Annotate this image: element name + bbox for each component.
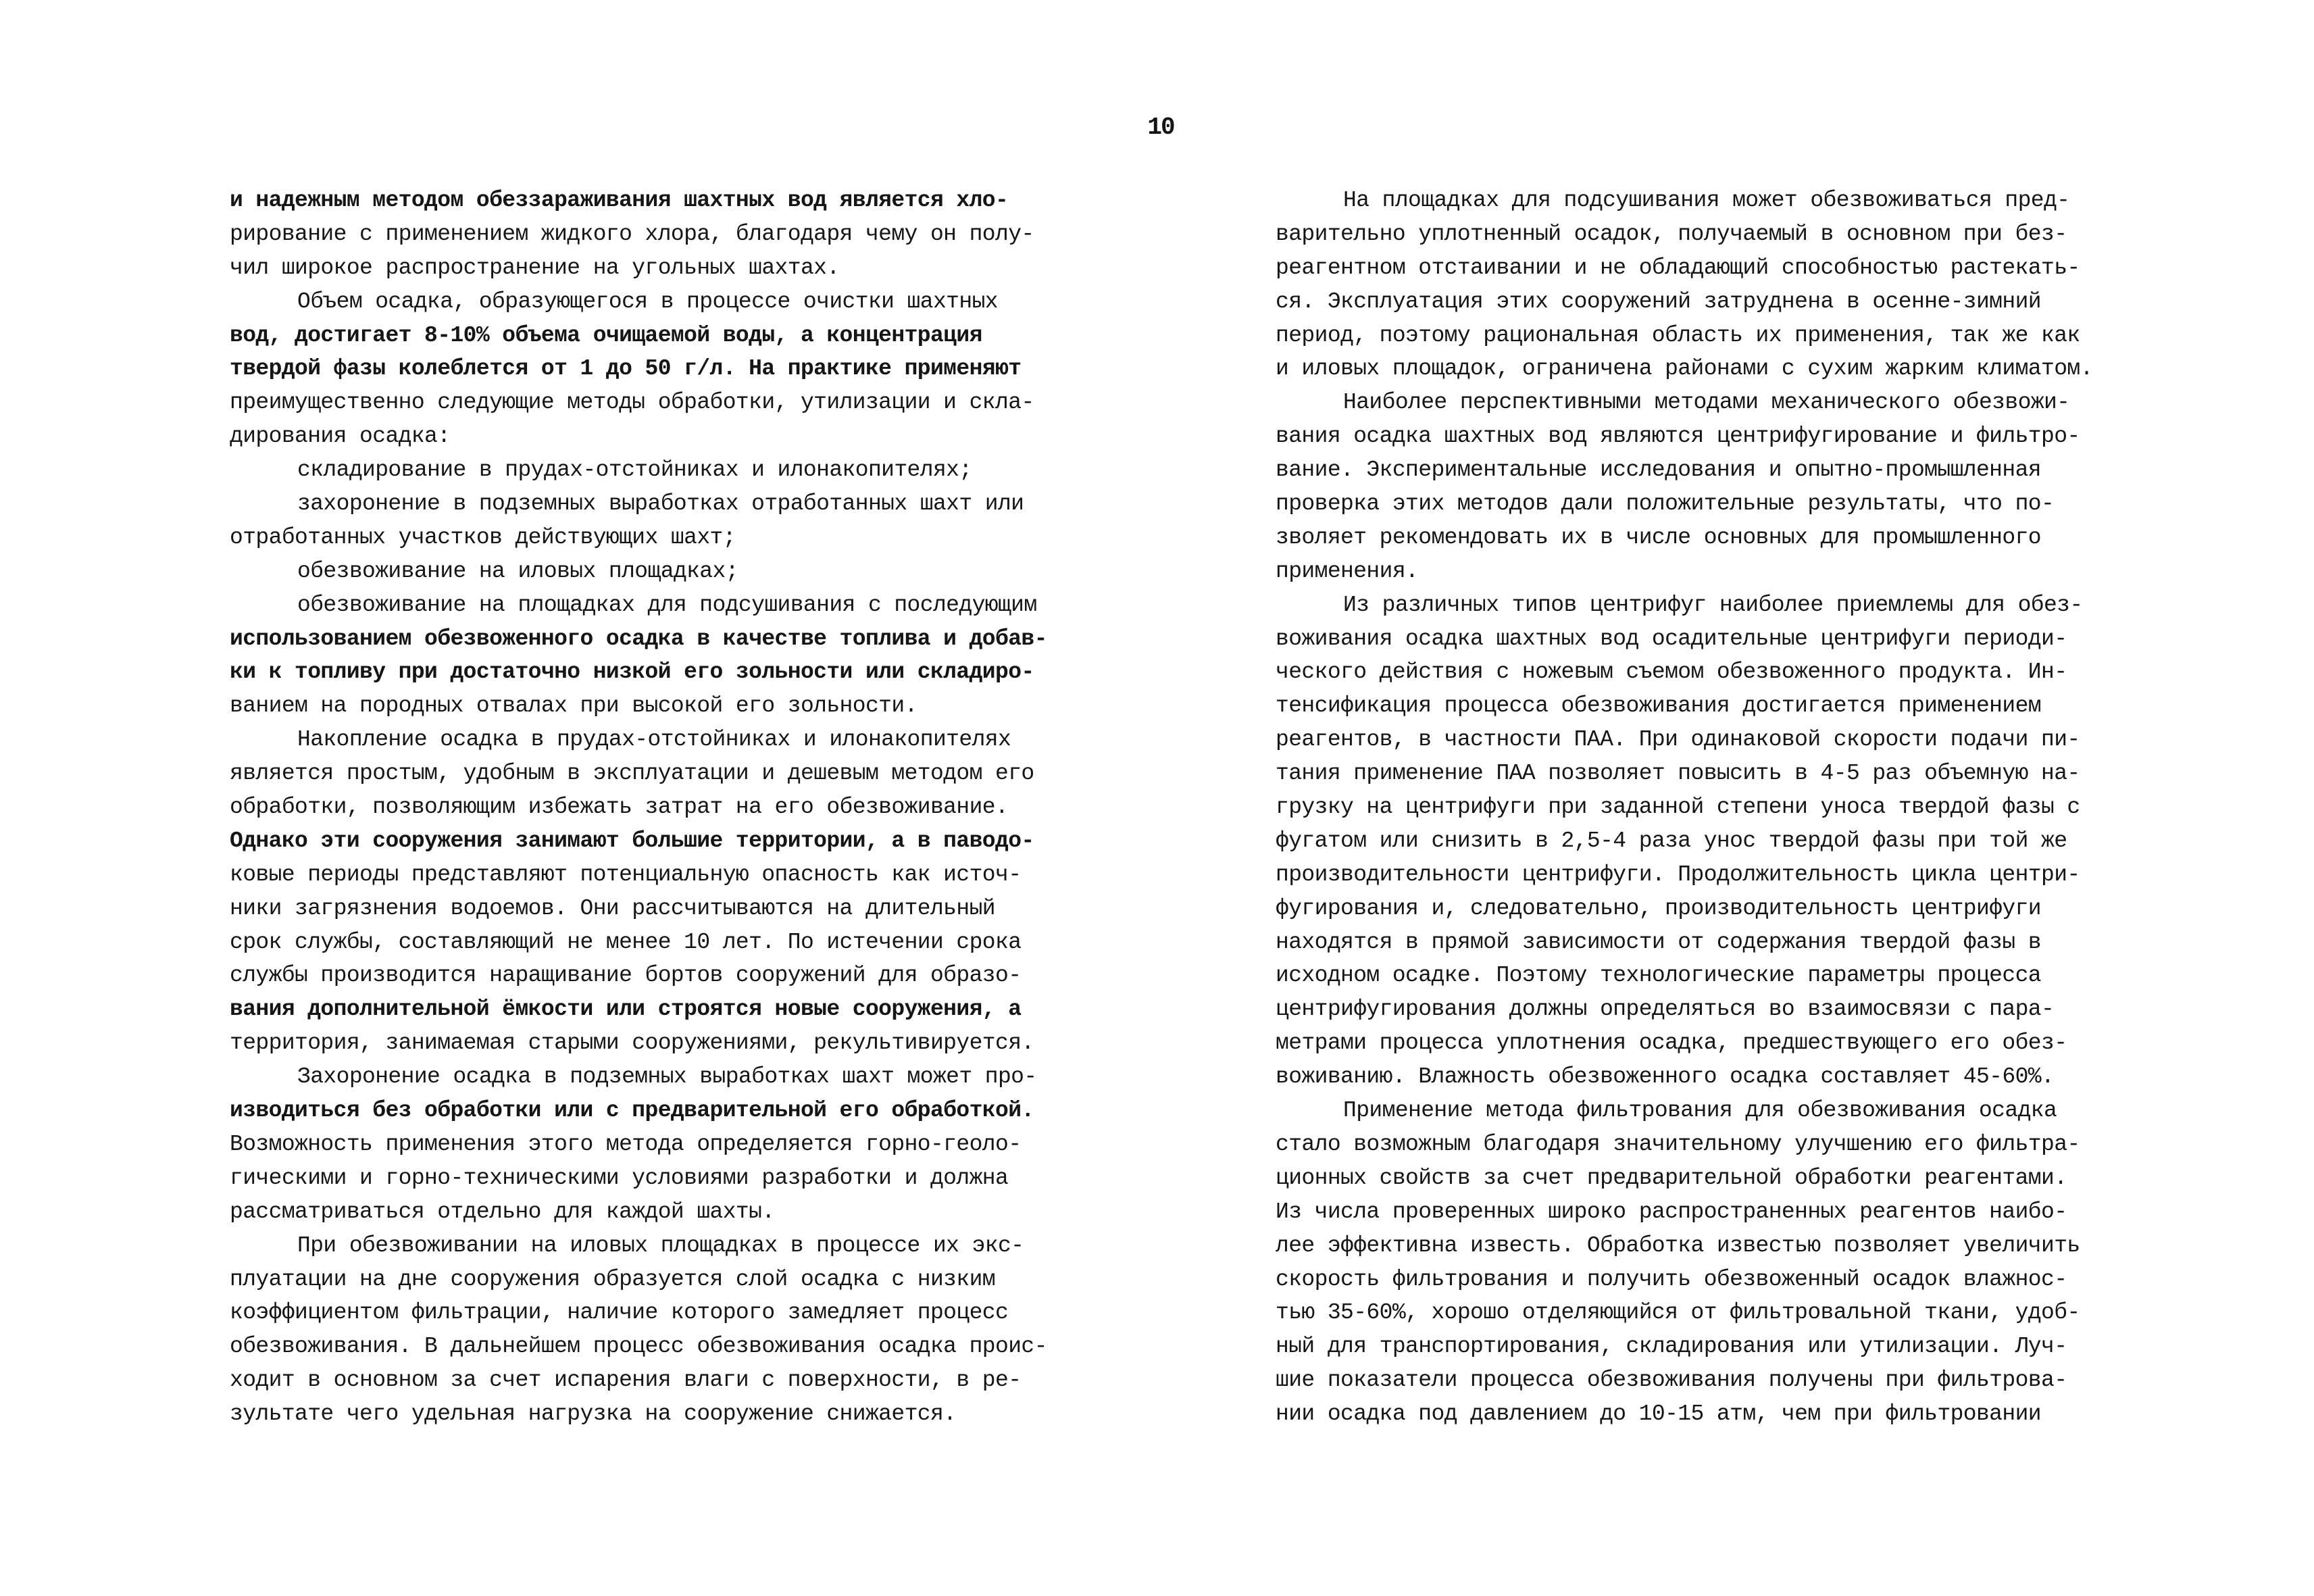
- text-line: обработки, позволяющим избежать затрат на его обезвоживание.: [230, 795, 1009, 820]
- text-line: обезвоживание на иловых площадках;: [297, 558, 738, 584]
- text-line: ванием на породных отвалах при высокой его зольности.: [230, 693, 917, 719]
- text-line: метрами процесса уплотнения осадка, предшествующего его обез-: [1276, 1030, 2067, 1056]
- text-line: лее эффективна известь. Обработка известью позволяет увеличить: [1276, 1232, 2080, 1258]
- text-line: тью 35-60%, хорошо отделяющийся от фильтровальной ткани, удоб-: [1276, 1300, 2080, 1326]
- text-line: тенсификация процесса обезвоживания достигается применением: [1276, 693, 2041, 719]
- text-line: Однако эти сооружения занимают большие территории, а в паводо-: [230, 828, 1034, 853]
- text-line: Применение метода фильтрования для обезвоживания осадка: [1343, 1098, 2057, 1124]
- text-line: проверка этих методов дали положительные результаты, что по-: [1276, 491, 2055, 517]
- text-line: дирования осадка:: [230, 424, 451, 449]
- text-line: тания применение ПАА позволяет повысить в 4-5 раз объемную на-: [1276, 761, 2080, 787]
- text-line: зультате чего удельная нагрузка на сооружение снижается.: [230, 1401, 957, 1427]
- text-line: период, поэтому рациональная область их применения, так же как: [1276, 322, 2080, 348]
- text-line: отработанных участков действующих шахт;: [230, 524, 736, 550]
- text-line: Объем осадка, образующегося в процессе очистки шахтных: [297, 289, 998, 314]
- text-line: вания осадка шахтных вод являются центрифугирование и фильтро-: [1276, 424, 2080, 449]
- text-line: и иловых площадок, ограничена районами с сухим жарким климатом.: [1276, 356, 2093, 382]
- text-line: срок службы, составляющий не менее 10 лет. По истечении срока: [230, 929, 1022, 955]
- text-line: Накопление осадка в прудах-отстойниках и илонакопителях: [297, 727, 1011, 753]
- text-line: ческого действия с ножевым съемом обезвоженного продукта. Ин-: [1276, 659, 2067, 685]
- text-line: ционных свойств за счет предварительной обработки реагентами.: [1276, 1165, 2067, 1191]
- text-line: воживания осадка шахтных вод осадительные центрифуги периоди-: [1276, 626, 2067, 651]
- text-line: применения.: [1276, 558, 1419, 584]
- text-line: вания дополнительной ёмкости или строятся новые сооружения, а: [230, 997, 1022, 1022]
- text-line: твердой фазы колеблется от 1 до 50 г/л. На практике применяют: [230, 356, 1022, 382]
- text-line: зволяет рекомендовать их в числе основных для промышленного: [1276, 524, 2041, 550]
- text-line: Из различных типов центрифуг наиболее приемлемы для обез-: [1343, 592, 2083, 618]
- text-line: производительности центрифуги. Продолжительность цикла центри-: [1276, 862, 2080, 887]
- text-line: центрифугирования должны определяться во взаимосвязи с пара-: [1276, 997, 2055, 1022]
- text-line: вание. Экспериментальные исследования и опытно-промышленная: [1276, 457, 2041, 483]
- text-line: гическими и горно-техническими условиями разработки и должна: [230, 1165, 1009, 1191]
- text-line: грузку на центрифуги при заданной степени уноса твердой фазы с: [1276, 795, 2080, 820]
- text-line: преимущественно следующие методы обработки, утилизации и скла-: [230, 390, 1034, 416]
- left-text-column: [230, 184, 1091, 1431]
- text-line: захоронение в подземных выработках отработанных шахт или: [297, 491, 1024, 517]
- text-line: скорость фильтрования и получить обезвоженный осадок влажнос-: [1276, 1266, 2067, 1292]
- text-line: службы производится наращивание бортов сооружений для образо-: [230, 963, 1022, 989]
- text-line: вод, достигает 8-10% объема очищаемой воды, а концентрация: [230, 322, 982, 348]
- text-line: Возможность применения этого метода определяется горно-геоло-: [230, 1131, 1022, 1157]
- text-line: и надежным методом обеззараживания шахтных вод является хло-: [230, 188, 1009, 213]
- text-line: нии осадка под давлением до 10-15 атм, чем при фильтровании: [1276, 1401, 2041, 1427]
- text-line: реагентов, в частности ПАА. При одинаковой скорости подачи пи-: [1276, 727, 2080, 753]
- text-line: ники загрязнения водоемов. Они рассчитываются на длительный: [230, 895, 995, 921]
- text-line: изводиться без обработки или с предварительной его обработкой.: [230, 1098, 1034, 1124]
- text-line: реагентном отстаивании и не обладающий способностью растекать-: [1276, 255, 2080, 280]
- text-line: обезвоживание на площадках для подсушивания с последующим: [297, 592, 1037, 618]
- text-line: находятся в прямой зависимости от содержания твердой фазы в: [1276, 929, 2041, 955]
- text-line: Наиболее перспективными методами механического обезвожи-: [1343, 390, 2070, 416]
- text-line: рирование с применением жидкого хлора, благодаря чему он полу-: [230, 221, 1034, 247]
- text-line: фугирования и, следовательно, производительность центрифуги: [1276, 895, 2041, 921]
- right-text-column: [1276, 184, 2130, 1431]
- text-line: фугатом или снизить в 2,5-4 раза унос твердой фазы при той же: [1276, 828, 2067, 853]
- text-line: ся. Эксплуатация этих сооружений затруднена в осенне-зимний: [1276, 289, 2041, 314]
- text-line: Захоронение осадка в подземных выработках шахт может про-: [297, 1064, 1037, 1090]
- text-line: ный для транспортирования, складирования или утилизации. Луч-: [1276, 1334, 2067, 1360]
- text-line: плуатации на дне сооружения образуется слой осадка с низким: [230, 1266, 995, 1292]
- text-line: ходит в основном за счет испарения влаги с поверхности, в ре-: [230, 1368, 1022, 1393]
- text-line: чил широкое распространение на угольных шахтах.: [230, 255, 840, 280]
- text-line: коэффициентом фильтрации, наличие которого замедляет процесс: [230, 1300, 1009, 1326]
- text-line: использованием обезвоженного осадка в качестве топлива и добав-: [230, 626, 1047, 651]
- text-line: ки к топливу при достаточно низкой его зольности или складиро-: [230, 659, 1034, 685]
- page-number: 10: [1147, 114, 1174, 141]
- text-line: ковые периоды представляют потенциальную опасность как источ-: [230, 862, 1022, 887]
- text-line: На площадках для подсушивания может обезвоживаться пред-: [1343, 188, 2070, 213]
- text-line: При обезвоживании на иловых площадках в процессе их экс-: [297, 1232, 1024, 1258]
- text-line: обезвоживания. В дальнейшем процесс обезвоживания осадка проис-: [230, 1334, 1047, 1360]
- text-line: варительно уплотненный осадок, получаемый в основном при без-: [1276, 221, 2067, 247]
- text-line: складирование в прудах-отстойниках и илонакопителях;: [297, 457, 972, 483]
- text-line: шие показатели процесса обезвоживания получены при фильтрова-: [1276, 1368, 2067, 1393]
- text-line: стало возможным благодаря значительному улучшению его фильтра-: [1276, 1131, 2080, 1157]
- text-line: является простым, удобным в эксплуатации и дешевым методом его: [230, 761, 1034, 787]
- text-line: исходном осадке. Поэтому технологические параметры процесса: [1276, 963, 2041, 989]
- text-line: рассматриваться отдельно для каждой шахты.: [230, 1199, 775, 1224]
- text-line: Из числа проверенных широко распространенных реагентов наибо-: [1276, 1199, 2067, 1224]
- text-line: территория, занимаемая старыми сооружениями, рекультивируется.: [230, 1030, 1034, 1056]
- text-line: воживанию. Влажность обезвоженного осадка составляет 45-60%.: [1276, 1064, 2055, 1090]
